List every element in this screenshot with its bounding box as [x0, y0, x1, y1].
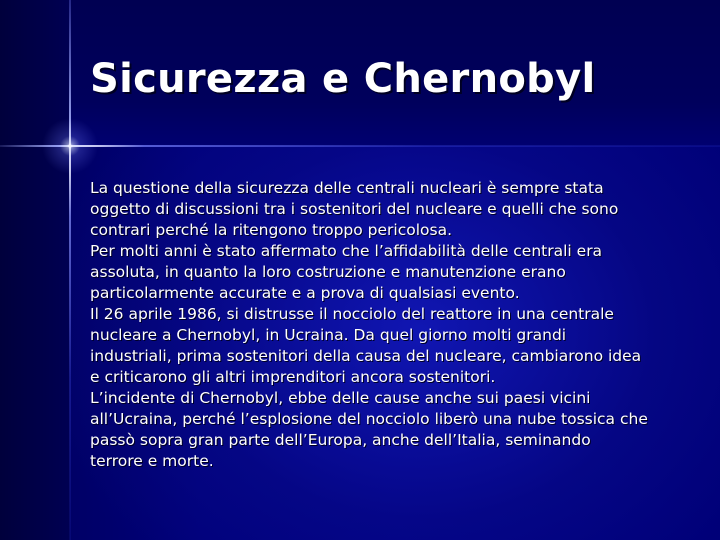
body-text-line: Il 26 aprile 1986, si distrusse il nocciolo del reattore in una centrale: [90, 305, 614, 323]
body-text-line: terrore e morte.: [90, 452, 214, 470]
body-text-line: industriali, prima sostenitori della causa del nucleare, cambiarono idea: [90, 347, 642, 365]
body-text-line: La questione della sicurezza delle centrali nucleari è sempre stata: [90, 179, 604, 197]
body-text-line: L’incidente di Chernobyl, ebbe delle cause anche sui paesi vicini: [90, 389, 591, 407]
body-text-line: nucleare a Chernobyl, in Ucraina. Da quel giorno molti grandi: [90, 326, 567, 344]
body-text-line: contrari perché la ritengono troppo pericolosa.: [90, 221, 453, 239]
body-text-line: all’Ucraina, perché l’esplosione del nocciolo liberò una nube tossica che: [90, 410, 648, 428]
decorative-vertical-line: [69, 0, 71, 540]
body-text-line: passò sopra gran parte dell’Europa, anche dell’Italia, seminando: [90, 431, 591, 449]
body-text-line: oggetto di discussioni tra i sostenitori del nucleare e quelli che sono: [90, 200, 619, 218]
slide-body-text: [90, 178, 682, 472]
body-text-line: particolarmente accurate e a prova di qualsiasi evento.: [90, 284, 520, 302]
light-flare-decoration: [40, 116, 100, 176]
decorative-horizontal-line: [0, 145, 720, 147]
body-text-line: Per molti anni è stato affermato che l’affidabilità delle centrali era: [90, 242, 603, 260]
background-left-band: [0, 0, 70, 540]
body-text-line: assoluta, in quanto la loro costruzione e manutenzione erano: [90, 263, 566, 281]
body-text-line: e criticarono gli altri imprenditori ancora sostenitori.: [90, 368, 496, 386]
slide-title: Sicurezza e Chernobyl: [90, 56, 596, 102]
